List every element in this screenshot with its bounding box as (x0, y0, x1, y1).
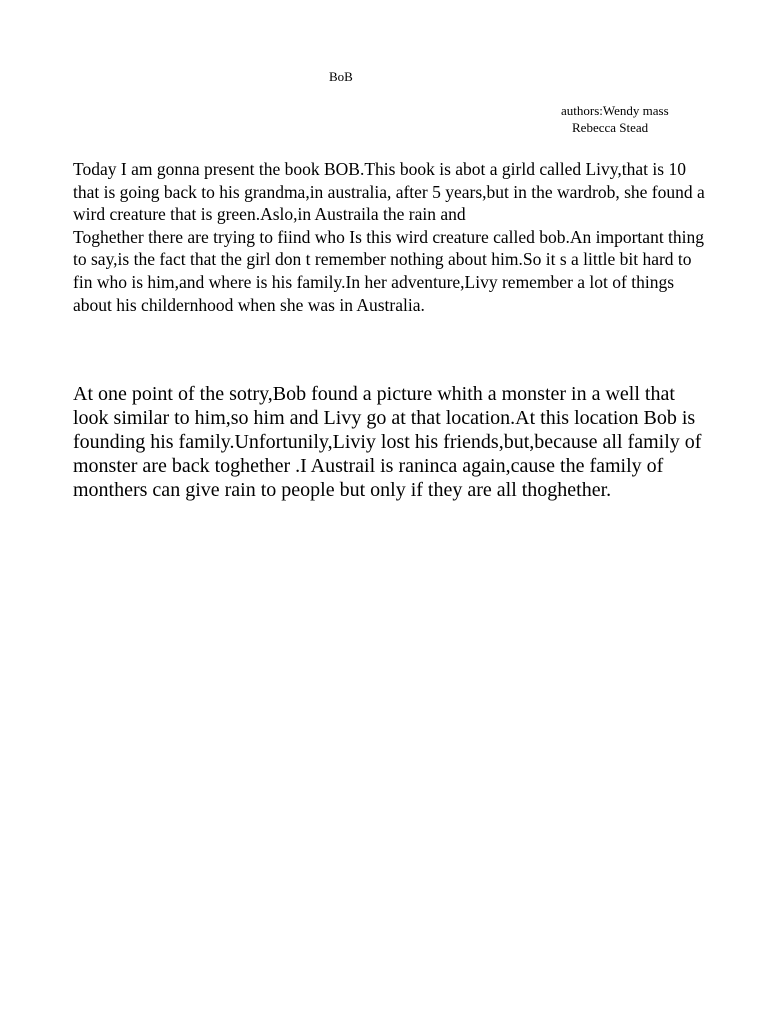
authors-block (561, 102, 669, 136)
second-author-line: Rebecca Stead (572, 120, 649, 135)
authors-line: authors:Wendy mass (561, 103, 669, 118)
paragraph-1 (73, 158, 713, 316)
document-title: BoB (329, 69, 353, 84)
paragraph-1-part-2: Toghether there are trying to fiind who Is this wird creature called bob.An important thing to say,is the fact that the girl don t remember nothing about him.So it s a little bit hard to fin who is him,and where is his family.In her adventure,Livy remember a lot of things about his childernhood when she was in Australia. (73, 226, 705, 315)
paragraph-2: At one point of the sotry,Bob found a picture whith a monster in a well that look similar to him,so him and Livy go at that location.At this location Bob is founding his family.Unfortunily,Liviy lost his friends,but,because all family of monster are back toghether .I Austrail is raninca again,cause the family of monthers can give rain to people but only if they are all thoghether. (73, 383, 702, 501)
paragraph-1-part-1: Today I am gonna present the book BOB.This book is abot a girld called Livy,that is 10 that is going back to his grandma,in australia, after 5 years,but in the wardrob, she found a wird creature that is green.Aslo,in Austraila the rain and (73, 159, 705, 225)
